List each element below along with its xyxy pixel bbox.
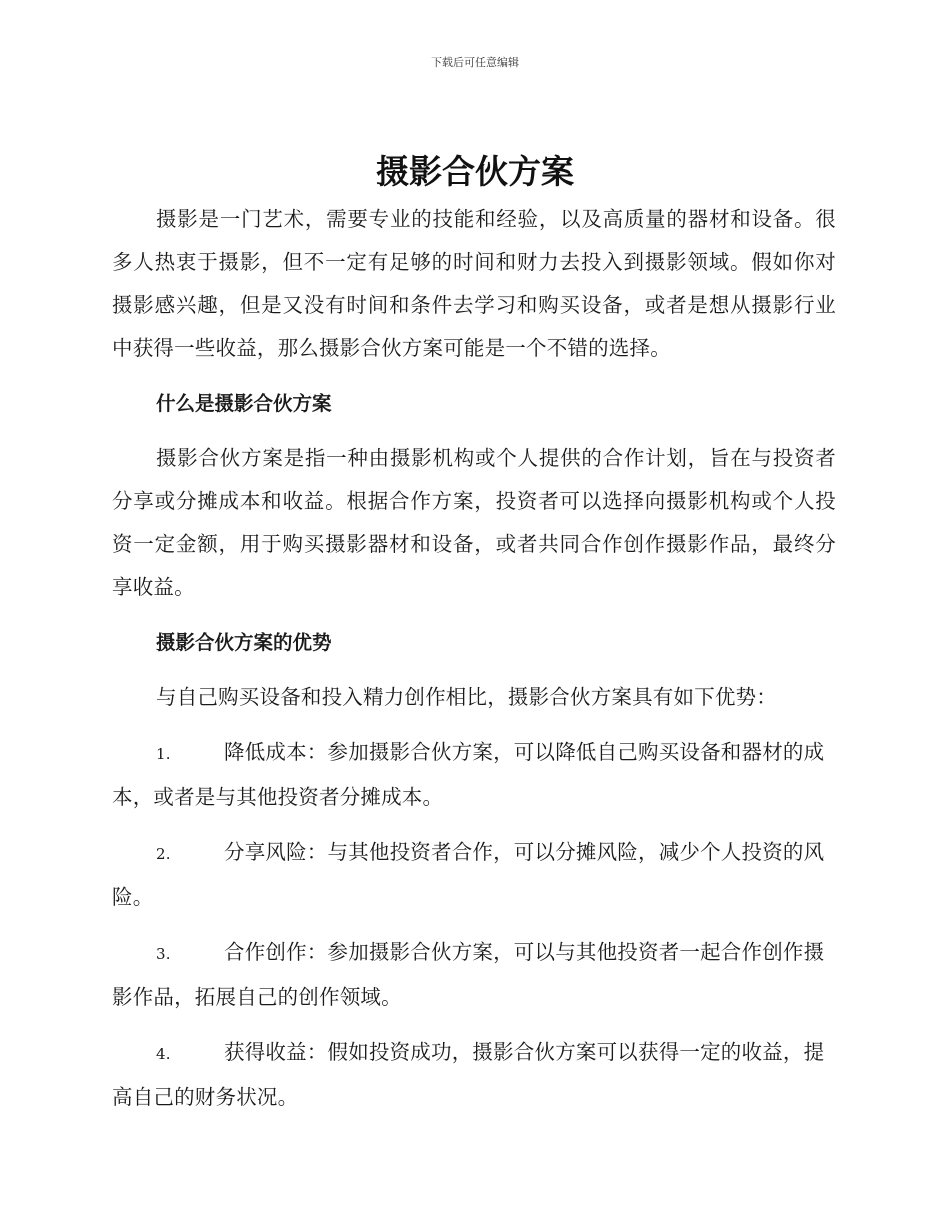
list-item-number: 1. — [156, 745, 171, 763]
advantages-list — [112, 731, 836, 1119]
section-heading-what: 什么是摄影合伙方案 — [156, 392, 332, 415]
list-item — [112, 931, 836, 1019]
section-heading-advantages: 摄影合伙方案的优势 — [156, 631, 332, 654]
list-item-text: 分享风险：与其他投资者合作，可以分摊风险，减少个人投资的风险。 — [112, 840, 825, 909]
list-item-text: 获得收益：假如投资成功，摄影合伙方案可以获得一定的收益，提高自己的财务状况。 — [112, 1040, 825, 1109]
list-item-number: 2. — [156, 845, 171, 863]
list-item-text: 降低成本：参加摄影合伙方案，可以降低自己购买设备和器材的成本，或者是与其他投资者分摊成本。 — [112, 740, 825, 809]
list-item-text: 合作创作：参加摄影合伙方案，可以与其他投资者一起合作创作摄影作品，拓展自己的创作领域。 — [112, 940, 825, 1009]
list-item — [112, 731, 836, 819]
intro-paragraph: 摄影是一门艺术，需要专业的技能和经验，以及高质量的器材和设备。很多人热衷于摄影，但不一定有足够的时间和财力去投入到摄影领域。假如你对摄影感兴趣，但是又没有时间和条件去学习和购买设备，或者是想从摄影行业中获得一些收益，那么摄影合伙方案可能是一个不错的选择。 — [112, 207, 836, 360]
section-body-what: 摄影合伙方案是指一种由摄影机构或个人提供的合作计划，旨在与投资者分享或分摊成本和收益。根据合作方案，投资者可以选择向摄影机构或个人投资一定金额，用于购买摄影器材和设备，或者共同合作创作摄影作品，最终分享收益。 — [112, 446, 836, 599]
header-note: 下载后可任意编辑 — [431, 56, 519, 69]
list-item-number: 3. — [156, 945, 171, 963]
list-item — [112, 1031, 836, 1119]
document-title: 摄影合伙方案 — [376, 152, 574, 191]
list-item — [112, 831, 836, 919]
document-body — [112, 198, 836, 1131]
list-item-number: 4. — [156, 1045, 171, 1063]
advantages-lead: 与自己购买设备和投入精力创作相比，摄影合伙方案具有如下优势： — [156, 685, 777, 709]
